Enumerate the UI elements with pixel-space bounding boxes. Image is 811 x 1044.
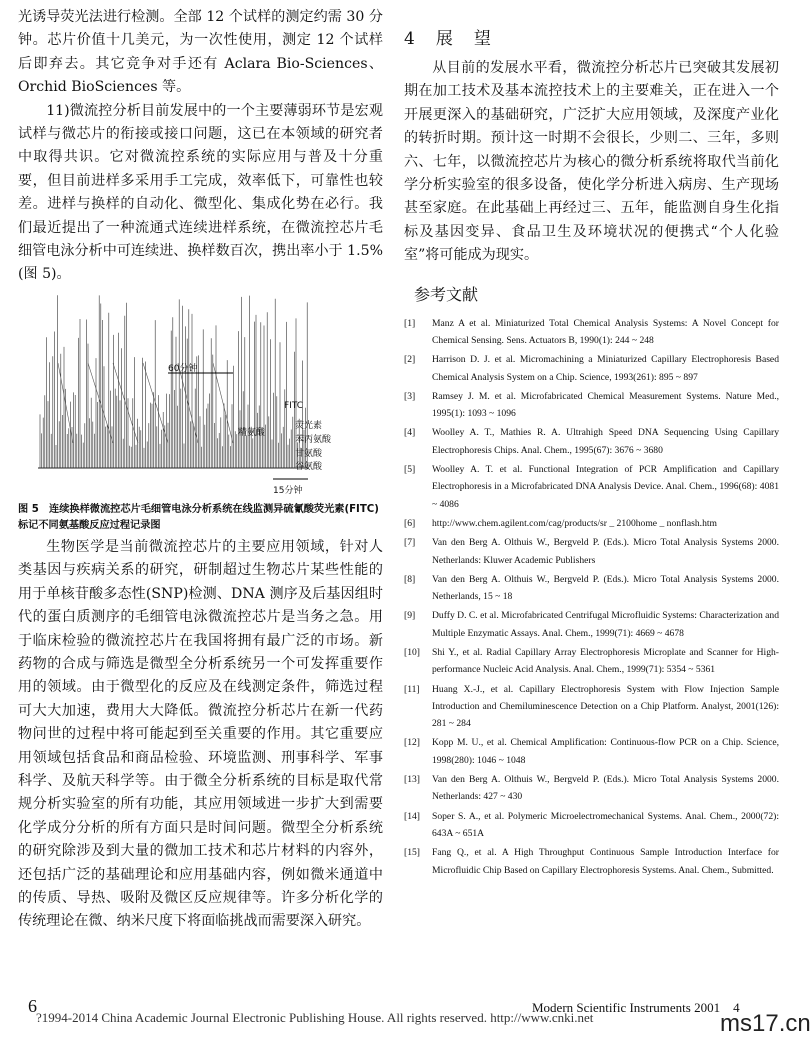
figure-label-phe: 苯丙氨酸 <box>295 434 332 445</box>
reference-number: [3] <box>404 390 416 402</box>
reference-number: [6] <box>404 517 416 529</box>
reference-number: [8] <box>404 573 416 585</box>
reference-text: Fang Q., et al. A High Throughput Continuous Sample Introduction Interface for Microfluidic Chip Based on Capillary Electrophoresis Systems. Anal. Chem., Submitted. <box>432 847 779 876</box>
reference-item <box>404 515 779 532</box>
reference-number: [1] <box>404 317 416 329</box>
section-heading: 4 展 望 <box>404 29 493 49</box>
reference-text: http://www.chem.agilent.com/cag/products/sr _ 2100home _ nonflash.htm <box>432 517 718 529</box>
reference-text: Van den Berg A. Olthuis W., Bergveld P. (Eds.). Micro Total Analysis Systems 2000. Netherlands: Kluwer Academic Publishers <box>432 537 779 566</box>
reference-text: Soper S. A., et al. Polymeric Microelectromechanical Systems. Anal. Chem., 2000(72): 643A ~ 651A <box>432 810 779 839</box>
reference-item <box>404 571 779 606</box>
reference-text: Ramsey J. M. et al. Microfabricated Chemical Measurement Systems. Nature Med., 1995(1): 1093 ~ 1096 <box>432 390 779 420</box>
reference-text: Kopp M. U., et al. Chemical Amplification: Continuous-flow PCR on a Chip. Science, 1998(280): 1046 ~ 1048 <box>432 737 779 766</box>
reference-number: [5] <box>404 464 416 476</box>
reference-number: [2] <box>404 354 416 366</box>
reference-item <box>404 351 779 386</box>
journal-footer: Modern Scientific Instruments 2001 4 <box>532 1000 740 1015</box>
figure-label-glu: 谷氨酸 <box>295 461 323 472</box>
reference-number: [12] <box>404 737 420 749</box>
figure-label-fitc: FITC <box>284 400 304 411</box>
right-column <box>404 6 779 881</box>
reference-text: Shi Y., et al. Radial Capillary Array Electrophoresis Microplate and Scanner for High-performance Nucleic Acid Analysis. Anal. Chem., 1999(71): 5354 ~ 5361 <box>432 647 779 676</box>
figure-label-arg: 精氨酸 <box>238 427 266 438</box>
references-heading: 参考文献 <box>414 284 479 304</box>
figure-5 <box>18 293 383 498</box>
figure-caption: 图 5 连续换样微流控芯片毛细管电泳分析系统在线监测异硫氰酸荧光素(FITC)标记不同氨基酸反应过程记录图 <box>18 503 379 531</box>
reference-text: Woolley A. T., Mathies R. A. Ultrahigh Speed DNA Sequencing Using Capillary Electrophoresis Chips. Anal. Chem., 1995(67): 3676 ~ 3680 <box>432 427 779 456</box>
reference-number: [15] <box>404 847 420 859</box>
paragraph: 光诱导荧光法进行检测。全部 12 个试样的测定约需 30 分钟。芯片价值十几美元，为一次性使用，测定 12 个试样后即弃去。其它竞争对手还有 Aclara Bio-Sciences、Orchid BioSciences 等。 <box>18 9 383 96</box>
reference-number: [11] <box>404 683 420 695</box>
reference-number: [14] <box>404 810 420 822</box>
watermark-logo: ms17.cn <box>720 1010 811 1037</box>
reference-number: [10] <box>404 647 420 658</box>
reference-item <box>404 644 779 679</box>
reference-number: [7] <box>404 537 416 549</box>
copyright-footer: ?1994-2014 China Academic Journal Electronic Publishing House. All rights reserved. http://www.cnki.net <box>36 1010 594 1025</box>
reference-number: [9] <box>404 610 416 622</box>
paragraph: 从目前的发展水平看，微流控分析芯片已突破其发展初期在加工技术及基本流控技术上的主要难关，正在进入一个开展更深入的基础研究，广泛扩大应用领域，及深度产业化的转折时期。预计这一时期不会很长，少则二、三年，多则六、七年，以微流控芯片为核心的微分析系统将取代当前化学分析实验室的很多设备，使化学分析进入病房、生产现场甚至家庭。在此基础上再经过三、五年，能监测自身生化指标及基因变异、食品卫生及环境状况的便携式“个人化验室”将可能成为现实。 <box>404 60 779 264</box>
reference-text: Huang X.-J., et al. Capillary Electrophoresis System with Flow Injection Sample Introduction and Chemiluminescence Detection on a Chip Platform. Analyst, 2001(126): 281 ~ 284 <box>432 683 779 730</box>
figure-label-fluorescein: 荧光素 <box>295 420 323 431</box>
paragraph: 生物医学是当前微流控芯片的主要应用领域，针对人类基因与疾病关系的研究，研制超过生物芯片某些性能的用于单核苷酸多态性(SNP)检测、DNA 测序及后基因组时代的蛋白质测序的毛细管电泳微流控芯片是当务之急。用于临床检验的微流控芯片在我国将拥有最广泛的市场。新药物的合成与筛选是微型全分析系统另一个可发挥重要作用的领域。由于微型化的反应及在线测定条件，筛选过程可大大加速，费用大大降低。微流控分析芯片在新一代药物问世的过程中将可能起到至关重要的作用。其它重要应用领域包括食品和商品检验、环境监测、刑事科学、军事科学、及航天科学等。由于微全分析系统的目标是取代常规分析实验室的所有功能，其应用领域进一步扩大到需要化学成分分析的所有方面只是时间问题。微型全分析系统的研究除涉及到大量的微加工技术和芯片材料的内容外，还包括广泛的基础理论和应用基础内容，例如微米通道中的传质、导热、吸附及微区反应规律等。许多分析化学的传统理论在微、纳米尺度下将面临挑战而需要深入研究。 <box>18 538 383 930</box>
reference-text: Manz A et al. Miniaturized Total Chemical Analysis Systems: A Novel Concept for Chemical Sensing. Sens. Actuators B, 1990(1): 244 ~ 248 <box>432 317 779 346</box>
reference-list <box>404 315 779 879</box>
reference-number: [13] <box>404 774 420 786</box>
reference-item <box>404 681 779 733</box>
reference-item <box>404 808 779 843</box>
reference-text: Harrison D. J. et al. Micromachining a Miniaturized Capillary Electrophoresis Based Chemical Analysis System on a Chip. Science, 1993(261): 895 ~ 897 <box>432 354 779 383</box>
reference-item <box>404 844 779 879</box>
reference-number: [4] <box>404 427 416 439</box>
figure-label-fifteen: 15分钟 <box>273 485 303 496</box>
reference-item <box>404 607 779 642</box>
reference-item <box>404 461 779 513</box>
paragraph: 11)微流控分析目前发展中的一个主要薄弱环节是宏观试样与微芯片的衔接或接口问题，这已在本领域的研究者中取得共识。它对微流控系统的实际应用与普及十分重要，但目前进样多采用手工完成，效率低下，可靠性也较差。进样与换样的自动化、微型化、集成化势在必行。我们最近提出了一种流通式连续进样系统，在微流控芯片毛细管电泳分析中可连续进、换样数百次，携出率小于 1.5%(图 5)。 <box>18 102 383 283</box>
reference-item <box>404 315 779 350</box>
electropherogram-trace <box>18 293 383 498</box>
reference-item <box>404 771 779 806</box>
reference-text: Duffy D. C. et al. Microfabricated Centrifugal Microfluidic Systems: Characterization and Multiple Enzymatic Assays. Anal. Chem., 1999(71): 4669 ~ 4678 <box>432 610 779 639</box>
left-column <box>18 6 383 934</box>
reference-text: Van den Berg A. Olthuis W., Bergveld P. (Eds.). Micro Total Analysis Systems 2000. Netherlands, 15 ~ 18 <box>432 573 779 603</box>
reference-text: Van den Berg A. Olthuis W., Bergveld P. (Eds.). Micro Total Analysis Systems 2000. Netherlands: 427 ~ 430 <box>432 774 779 803</box>
reference-text: Woolley A. T. et al. Functional Integration of PCR Amplification and Capillary Electrophoresis in a Microfabricated DNA Analysis Device. Anal. Chem., 1996(68): 4081 ~ 4086 <box>432 464 779 510</box>
figure-label-gly: 甘氨酸 <box>295 448 323 459</box>
reference-item <box>404 388 779 423</box>
reference-item <box>404 734 779 769</box>
figure-label-sixty-min: 60分钟 <box>168 363 198 374</box>
reference-item <box>404 424 779 459</box>
page-number: 6 <box>28 996 37 1016</box>
reference-item <box>404 534 779 569</box>
